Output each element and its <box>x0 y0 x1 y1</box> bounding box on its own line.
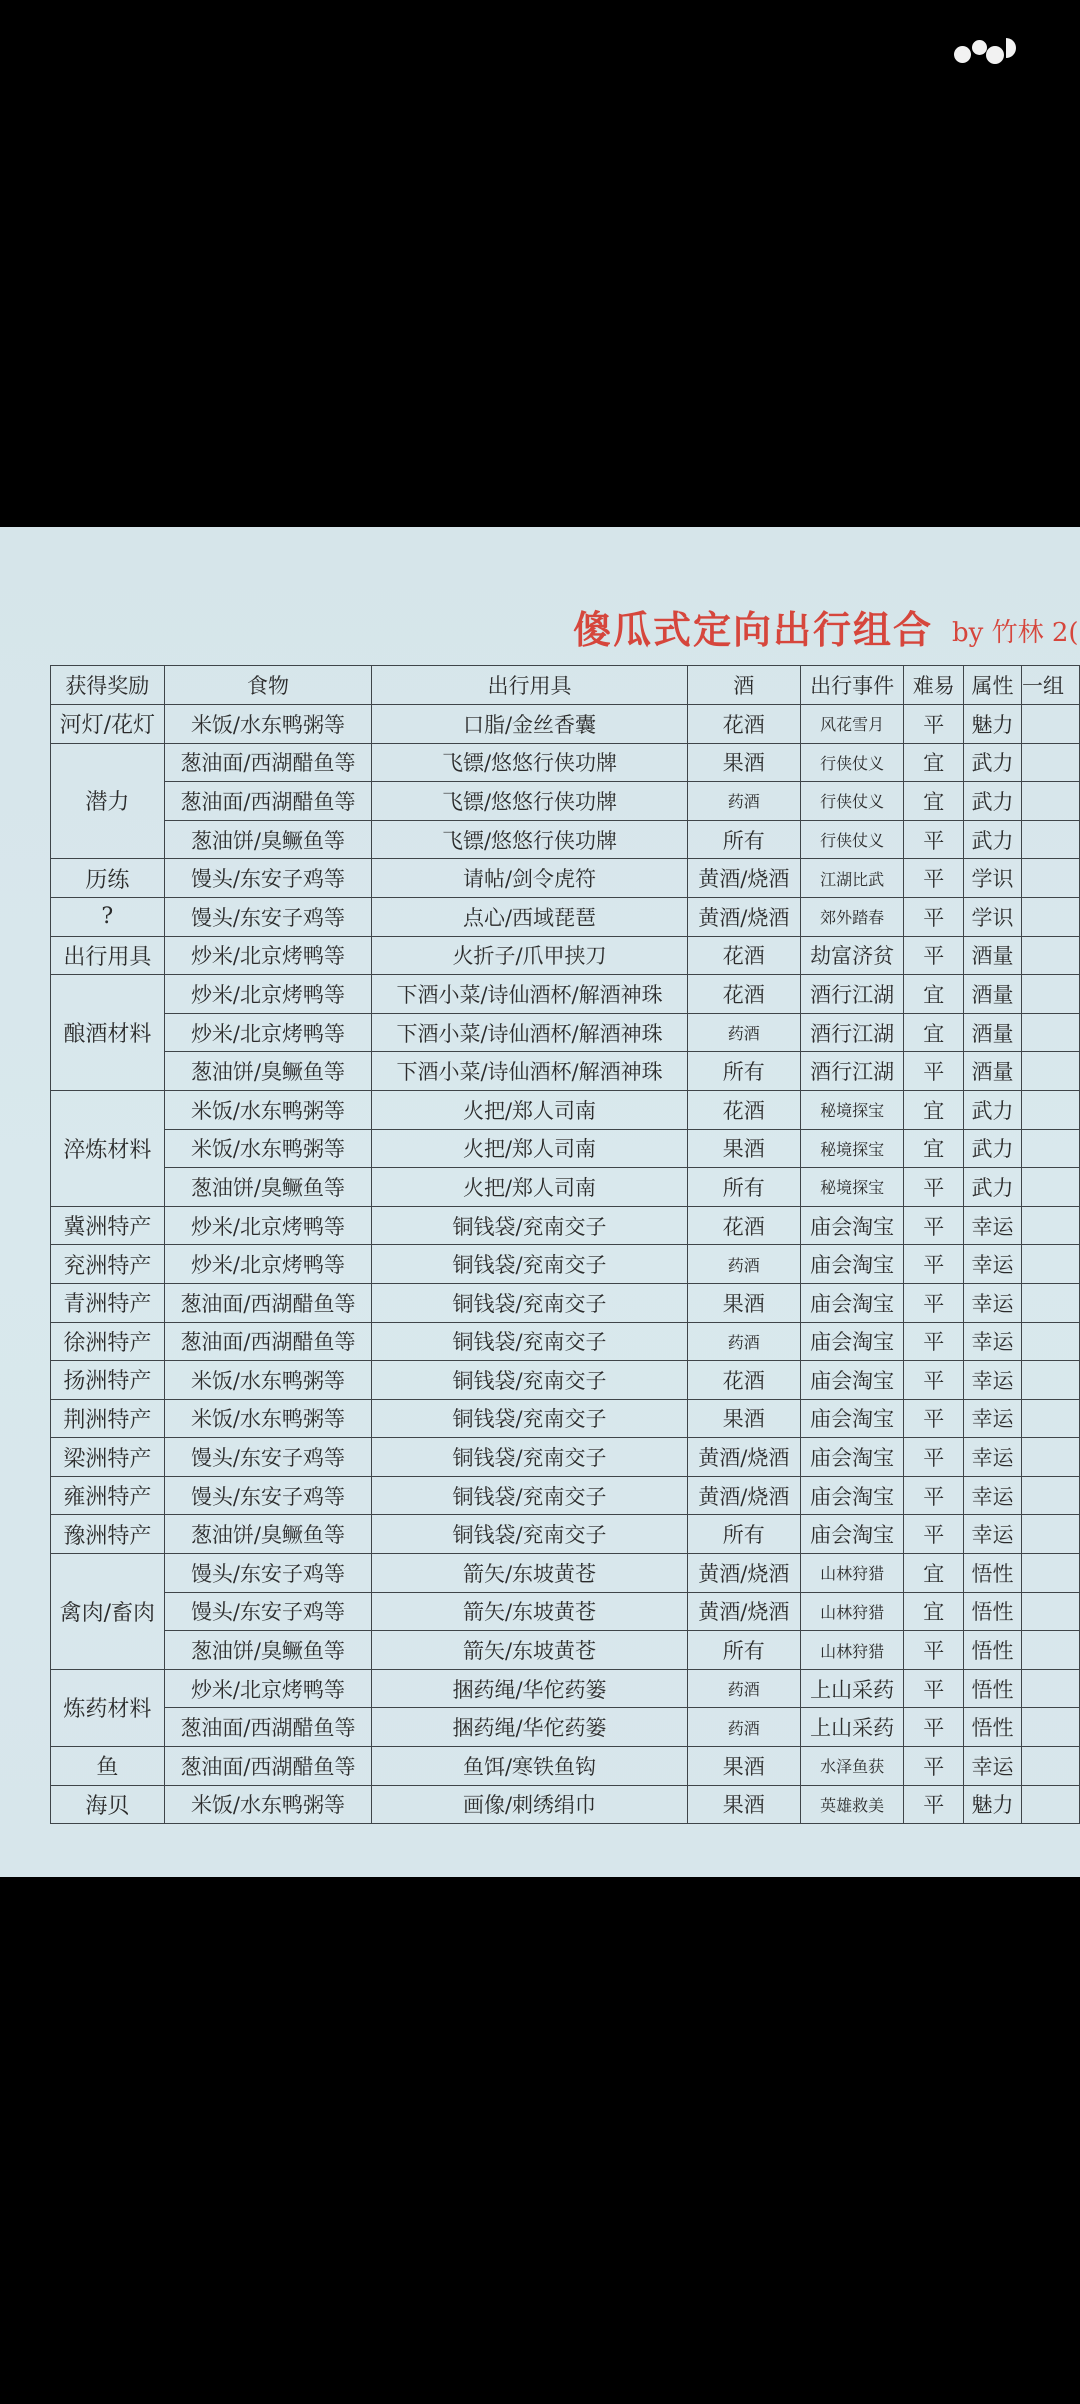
event-cell: 郊外踏春 <box>800 897 903 936</box>
difficulty-cell: 平 <box>904 1283 964 1322</box>
attribute-cell: 酒量 <box>964 975 1022 1014</box>
reward-cell: 河灯/花灯 <box>51 705 165 744</box>
tool-cell: 点心/西域琵琶 <box>372 897 687 936</box>
tool-cell: 铜钱袋/兖南交子 <box>372 1476 687 1515</box>
attribute-cell: 魅力 <box>964 705 1022 744</box>
tool-cell: 火折子/爪甲挟刀 <box>372 936 687 975</box>
attribute-cell: 悟性 <box>964 1669 1022 1708</box>
event-cell: 上山采药 <box>800 1708 903 1747</box>
food-cell: 馒头/东安子鸡等 <box>164 1592 372 1631</box>
tool-cell: 画像/刺绣绢巾 <box>372 1785 687 1824</box>
wine-cell: 果酒 <box>687 1785 800 1824</box>
attribute-cell: 幸运 <box>964 1206 1022 1245</box>
table-row <box>51 1438 1080 1477</box>
table-row <box>51 1669 1080 1708</box>
reward-cell: 梁洲特产 <box>51 1438 165 1477</box>
extra-cell <box>1022 705 1080 744</box>
food-cell: 葱油面/西湖醋鱼等 <box>164 743 372 782</box>
tool-cell: 火把/郑人司南 <box>372 1168 687 1207</box>
attribute-cell: 武力 <box>964 820 1022 859</box>
reward-cell: 荆洲特产 <box>51 1399 165 1438</box>
extra-cell <box>1022 1438 1080 1477</box>
difficulty-cell: 平 <box>904 859 964 898</box>
food-cell: 米饭/水东鸭粥等 <box>164 1129 372 1168</box>
tool-cell: 飞镖/悠悠行侠功牌 <box>372 743 687 782</box>
wine-cell: 黄酒/烧酒 <box>687 1554 800 1593</box>
extra-cell <box>1022 1515 1080 1554</box>
attribute-cell: 幸运 <box>964 1515 1022 1554</box>
wine-cell: 黄酒/烧酒 <box>687 1438 800 1477</box>
reward-cell: 豫洲特产 <box>51 1515 165 1554</box>
food-cell: 炒米/北京烤鸭等 <box>164 1206 372 1245</box>
table-row <box>51 1206 1080 1245</box>
difficulty-cell: 平 <box>904 1206 964 1245</box>
difficulty-cell: 平 <box>904 1785 964 1824</box>
attribute-cell: 武力 <box>964 1129 1022 1168</box>
food-cell: 米饭/水东鸭粥等 <box>164 1785 372 1824</box>
tool-cell: 铜钱袋/兖南交子 <box>372 1438 687 1477</box>
attribute-cell: 武力 <box>964 782 1022 821</box>
difficulty-cell: 平 <box>904 1245 964 1284</box>
attribute-cell: 酒量 <box>964 936 1022 975</box>
difficulty-cell: 宜 <box>904 782 964 821</box>
reward-cell: ? <box>51 897 165 936</box>
tool-cell: 铜钱袋/兖南交子 <box>372 1322 687 1361</box>
wine-cell: 所有 <box>687 1052 800 1091</box>
tool-cell: 铜钱袋/兖南交子 <box>372 1361 687 1400</box>
extra-cell <box>1022 975 1080 1014</box>
table-row <box>51 1399 1080 1438</box>
food-cell: 葱油面/西湖醋鱼等 <box>164 1708 372 1747</box>
reward-cell: 酿酒材料 <box>51 975 165 1091</box>
attribute-cell: 幸运 <box>964 1747 1022 1786</box>
difficulty-cell: 平 <box>904 1669 964 1708</box>
event-cell: 山林狩猎 <box>800 1554 903 1593</box>
food-cell: 米饭/水东鸭粥等 <box>164 1399 372 1438</box>
event-cell: 山林狩猎 <box>800 1631 903 1670</box>
table-row <box>51 897 1080 936</box>
reward-cell: 炼药材料 <box>51 1669 165 1746</box>
food-cell: 米饭/水东鸭粥等 <box>164 705 372 744</box>
difficulty-cell: 宜 <box>904 1129 964 1168</box>
wine-cell: 药酒 <box>687 1669 800 1708</box>
dot-icon <box>986 46 1004 64</box>
tool-cell: 火把/郑人司南 <box>372 1129 687 1168</box>
tool-cell: 鱼饵/寒铁鱼钩 <box>372 1747 687 1786</box>
attribute-cell: 武力 <box>964 1168 1022 1207</box>
food-cell: 葱油面/西湖醋鱼等 <box>164 1283 372 1322</box>
attribute-cell: 学识 <box>964 897 1022 936</box>
event-cell: 酒行江湖 <box>800 1052 903 1091</box>
reward-cell: 潜力 <box>51 743 165 859</box>
difficulty-cell: 平 <box>904 1708 964 1747</box>
extra-cell <box>1022 1090 1080 1129</box>
event-cell: 庙会淘宝 <box>800 1399 903 1438</box>
event-cell: 庙会淘宝 <box>800 1283 903 1322</box>
reward-cell: 徐洲特产 <box>51 1322 165 1361</box>
wine-cell: 所有 <box>687 1168 800 1207</box>
wine-cell: 花酒 <box>687 1361 800 1400</box>
tool-cell: 铜钱袋/兖南交子 <box>372 1399 687 1438</box>
difficulty-cell: 平 <box>904 1052 964 1091</box>
reward-cell: 禽肉/畜肉 <box>51 1554 165 1670</box>
table-row <box>51 936 1080 975</box>
wine-cell: 药酒 <box>687 782 800 821</box>
wine-cell: 药酒 <box>687 1708 800 1747</box>
food-cell: 葱油饼/臭鳜鱼等 <box>164 820 372 859</box>
wine-cell: 花酒 <box>687 975 800 1014</box>
tool-cell: 下酒小菜/诗仙酒杯/解酒神珠 <box>372 975 687 1014</box>
wine-cell: 果酒 <box>687 1399 800 1438</box>
food-cell: 馒头/东安子鸡等 <box>164 859 372 898</box>
header-cell: 难易 <box>904 666 964 705</box>
table-row <box>51 1476 1080 1515</box>
difficulty-cell: 平 <box>904 1399 964 1438</box>
difficulty-cell: 平 <box>904 897 964 936</box>
extra-cell <box>1022 782 1080 821</box>
table-row <box>51 1168 1080 1207</box>
wine-cell: 黄酒/烧酒 <box>687 1476 800 1515</box>
food-cell: 葱油面/西湖醋鱼等 <box>164 1322 372 1361</box>
difficulty-cell: 宜 <box>904 1592 964 1631</box>
food-cell: 炒米/北京烤鸭等 <box>164 1669 372 1708</box>
wine-cell: 花酒 <box>687 705 800 744</box>
attribute-cell: 酒量 <box>964 1013 1022 1052</box>
food-cell: 葱油饼/臭鳜鱼等 <box>164 1168 372 1207</box>
dot-icon <box>954 46 971 63</box>
attribute-cell: 悟性 <box>964 1708 1022 1747</box>
dot-icon <box>1006 38 1016 58</box>
wine-cell: 所有 <box>687 1515 800 1554</box>
header-row <box>51 666 1080 705</box>
attribute-cell: 悟性 <box>964 1554 1022 1593</box>
table-row <box>51 1592 1080 1631</box>
extra-cell <box>1022 1013 1080 1052</box>
event-cell: 山林狩猎 <box>800 1592 903 1631</box>
extra-cell <box>1022 1592 1080 1631</box>
tool-cell: 口脂/金丝香囊 <box>372 705 687 744</box>
table-image[interactable] <box>0 527 1080 1877</box>
table-row <box>51 1129 1080 1168</box>
extra-cell <box>1022 1785 1080 1824</box>
table-row <box>51 1090 1080 1129</box>
table-row <box>51 743 1080 782</box>
header-cell: 出行事件 <box>800 666 903 705</box>
event-cell: 水泽鱼获 <box>800 1747 903 1786</box>
wine-cell: 所有 <box>687 820 800 859</box>
tool-cell: 捆药绳/华佗药篓 <box>372 1669 687 1708</box>
extra-cell <box>1022 1129 1080 1168</box>
difficulty-cell: 平 <box>904 1168 964 1207</box>
tool-cell: 下酒小菜/诗仙酒杯/解酒神珠 <box>372 1013 687 1052</box>
reward-cell: 雍洲特产 <box>51 1476 165 1515</box>
event-cell: 风花雪月 <box>800 705 903 744</box>
food-cell: 葱油饼/臭鳜鱼等 <box>164 1515 372 1554</box>
extra-cell <box>1022 897 1080 936</box>
extra-cell <box>1022 1554 1080 1593</box>
difficulty-cell: 平 <box>904 1631 964 1670</box>
attribute-cell: 幸运 <box>964 1399 1022 1438</box>
event-cell: 行侠仗义 <box>800 782 903 821</box>
event-cell: 庙会淘宝 <box>800 1245 903 1284</box>
food-cell: 葱油面/西湖醋鱼等 <box>164 1747 372 1786</box>
page-title: 傻瓜式定向出行组合 <box>573 607 934 652</box>
attribute-cell: 悟性 <box>964 1592 1022 1631</box>
table-row <box>51 1554 1080 1593</box>
food-cell: 炒米/北京烤鸭等 <box>164 1013 372 1052</box>
food-cell: 馒头/东安子鸡等 <box>164 1554 372 1593</box>
table-row <box>51 1747 1080 1786</box>
tool-cell: 捆药绳/华佗药篓 <box>372 1708 687 1747</box>
food-cell: 炒米/北京烤鸭等 <box>164 1245 372 1284</box>
extra-cell <box>1022 1283 1080 1322</box>
food-cell: 葱油饼/臭鳜鱼等 <box>164 1052 372 1091</box>
event-cell: 庙会淘宝 <box>800 1476 903 1515</box>
table-row <box>51 1361 1080 1400</box>
difficulty-cell: 平 <box>904 936 964 975</box>
tool-cell: 箭矢/东坡黄苍 <box>372 1592 687 1631</box>
difficulty-cell: 宜 <box>904 1090 964 1129</box>
wine-cell: 黄酒/烧酒 <box>687 859 800 898</box>
event-cell: 庙会淘宝 <box>800 1438 903 1477</box>
extra-cell <box>1022 1361 1080 1400</box>
event-cell: 庙会淘宝 <box>800 1322 903 1361</box>
difficulty-cell: 平 <box>904 1515 964 1554</box>
table-row <box>51 1013 1080 1052</box>
food-cell: 炒米/北京烤鸭等 <box>164 975 372 1014</box>
wine-cell: 花酒 <box>687 1206 800 1245</box>
reward-cell: 淬炼材料 <box>51 1090 165 1206</box>
reward-cell: 兖洲特产 <box>51 1245 165 1284</box>
food-cell: 米饭/水东鸭粥等 <box>164 1361 372 1400</box>
difficulty-cell: 宜 <box>904 1554 964 1593</box>
author-byline: by 竹林 2( <box>952 618 1079 648</box>
extra-cell <box>1022 1669 1080 1708</box>
table-row <box>51 1708 1080 1747</box>
extra-cell <box>1022 1476 1080 1515</box>
food-cell: 米饭/水东鸭粥等 <box>164 1090 372 1129</box>
attribute-cell: 幸运 <box>964 1361 1022 1400</box>
wine-cell: 药酒 <box>687 1245 800 1284</box>
difficulty-cell: 宜 <box>904 743 964 782</box>
event-cell: 庙会淘宝 <box>800 1361 903 1400</box>
table-row <box>51 1785 1080 1824</box>
reward-cell: 青洲特产 <box>51 1283 165 1322</box>
extra-cell <box>1022 743 1080 782</box>
attribute-cell: 武力 <box>964 743 1022 782</box>
reward-cell: 鱼 <box>51 1747 165 1786</box>
difficulty-cell: 平 <box>904 1438 964 1477</box>
extra-cell <box>1022 936 1080 975</box>
wine-cell: 花酒 <box>687 1090 800 1129</box>
food-cell: 馒头/东安子鸡等 <box>164 1438 372 1477</box>
wine-cell: 药酒 <box>687 1013 800 1052</box>
event-cell: 劫富济贫 <box>800 936 903 975</box>
table-row <box>51 782 1080 821</box>
difficulty-cell: 宜 <box>904 1013 964 1052</box>
event-cell: 酒行江湖 <box>800 1013 903 1052</box>
difficulty-cell: 平 <box>904 820 964 859</box>
table-row <box>51 975 1080 1014</box>
dot-icon <box>972 40 987 55</box>
attribute-cell: 幸运 <box>964 1322 1022 1361</box>
extra-cell <box>1022 1399 1080 1438</box>
extra-cell <box>1022 1631 1080 1670</box>
event-cell: 庙会淘宝 <box>800 1206 903 1245</box>
table-row <box>51 1283 1080 1322</box>
difficulty-cell: 平 <box>904 1322 964 1361</box>
attribute-cell: 魅力 <box>964 1785 1022 1824</box>
event-cell: 英雄救美 <box>800 1785 903 1824</box>
table-row <box>51 1245 1080 1284</box>
event-cell: 庙会淘宝 <box>800 1515 903 1554</box>
table-row <box>51 1322 1080 1361</box>
event-cell: 秘境探宝 <box>800 1168 903 1207</box>
extra-cell <box>1022 820 1080 859</box>
wine-cell: 黄酒/烧酒 <box>687 1592 800 1631</box>
tool-cell: 铜钱袋/兖南交子 <box>372 1245 687 1284</box>
wine-cell: 果酒 <box>687 1129 800 1168</box>
reward-cell: 历练 <box>51 859 165 898</box>
attribute-cell: 悟性 <box>964 1631 1022 1670</box>
extra-cell <box>1022 1708 1080 1747</box>
tool-cell: 下酒小菜/诗仙酒杯/解酒神珠 <box>372 1052 687 1091</box>
wine-cell: 药酒 <box>687 1322 800 1361</box>
combo-table <box>50 665 1080 1824</box>
table-row <box>51 859 1080 898</box>
extra-cell <box>1022 1747 1080 1786</box>
extra-cell <box>1022 1168 1080 1207</box>
reward-cell: 海贝 <box>51 1785 165 1824</box>
attribute-cell: 学识 <box>964 859 1022 898</box>
reward-cell: 冀洲特产 <box>51 1206 165 1245</box>
food-cell: 葱油饼/臭鳜鱼等 <box>164 1631 372 1670</box>
wine-cell: 花酒 <box>687 936 800 975</box>
tool-cell: 铜钱袋/兖南交子 <box>372 1206 687 1245</box>
attribute-cell: 幸运 <box>964 1283 1022 1322</box>
header-cell: 出行用具 <box>372 666 687 705</box>
extra-cell <box>1022 859 1080 898</box>
tool-cell: 铜钱袋/兖南交子 <box>372 1515 687 1554</box>
event-cell: 秘境探宝 <box>800 1090 903 1129</box>
table-row <box>51 1052 1080 1091</box>
food-cell: 葱油面/西湖醋鱼等 <box>164 782 372 821</box>
extra-cell <box>1022 1052 1080 1091</box>
extra-cell <box>1022 1206 1080 1245</box>
table-row <box>51 705 1080 744</box>
tool-cell: 箭矢/东坡黄苍 <box>372 1554 687 1593</box>
wine-cell: 果酒 <box>687 743 800 782</box>
event-cell: 行侠仗义 <box>800 743 903 782</box>
header-cell: 食物 <box>164 666 372 705</box>
tool-cell: 火把/郑人司南 <box>372 1090 687 1129</box>
header-cell: 酒 <box>687 666 800 705</box>
tool-cell: 飞镖/悠悠行侠功牌 <box>372 820 687 859</box>
extra-cell <box>1022 1245 1080 1284</box>
event-cell: 酒行江湖 <box>800 975 903 1014</box>
event-cell: 秘境探宝 <box>800 1129 903 1168</box>
more-options-icon[interactable] <box>950 38 1020 64</box>
table-row <box>51 820 1080 859</box>
reward-cell: 扬洲特产 <box>51 1361 165 1400</box>
food-cell: 馒头/东安子鸡等 <box>164 1476 372 1515</box>
attribute-cell: 幸运 <box>964 1438 1022 1477</box>
attribute-cell: 酒量 <box>964 1052 1022 1091</box>
attribute-cell: 幸运 <box>964 1245 1022 1284</box>
attribute-cell: 幸运 <box>964 1476 1022 1515</box>
header-cell: 属性 <box>964 666 1022 705</box>
wine-cell: 果酒 <box>687 1283 800 1322</box>
header-cell: 获得奖励 <box>51 666 165 705</box>
extra-cell <box>1022 1322 1080 1361</box>
tool-cell: 铜钱袋/兖南交子 <box>372 1283 687 1322</box>
difficulty-cell: 平 <box>904 1476 964 1515</box>
food-cell: 馒头/东安子鸡等 <box>164 897 372 936</box>
wine-cell: 所有 <box>687 1631 800 1670</box>
attribute-cell: 武力 <box>964 1090 1022 1129</box>
table-row <box>51 1515 1080 1554</box>
difficulty-cell: 平 <box>904 705 964 744</box>
difficulty-cell: 宜 <box>904 975 964 1014</box>
header-cell: 一组 <box>1022 666 1080 705</box>
difficulty-cell: 平 <box>904 1747 964 1786</box>
difficulty-cell: 平 <box>904 1361 964 1400</box>
event-cell: 上山采药 <box>800 1669 903 1708</box>
food-cell: 炒米/北京烤鸭等 <box>164 936 372 975</box>
table-row <box>51 1631 1080 1670</box>
tool-cell: 请帖/剑令虎符 <box>372 859 687 898</box>
tool-cell: 飞镖/悠悠行侠功牌 <box>372 782 687 821</box>
wine-cell: 果酒 <box>687 1747 800 1786</box>
event-cell: 行侠仗义 <box>800 820 903 859</box>
wine-cell: 黄酒/烧酒 <box>687 897 800 936</box>
reward-cell: 出行用具 <box>51 936 165 975</box>
tool-cell: 箭矢/东坡黄苍 <box>372 1631 687 1670</box>
event-cell: 江湖比武 <box>800 859 903 898</box>
